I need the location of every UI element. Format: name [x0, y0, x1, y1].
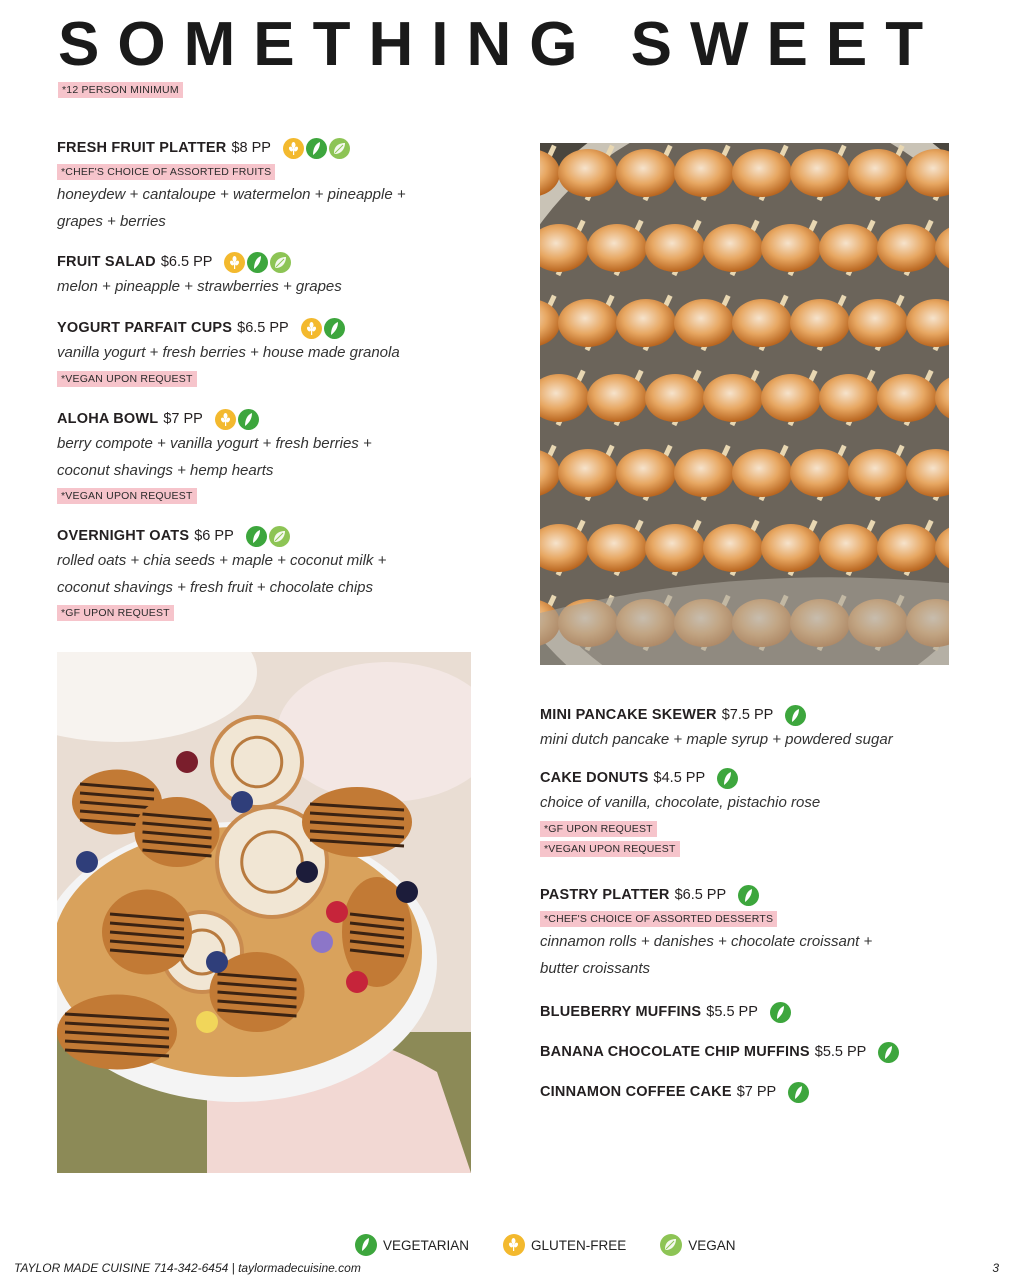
vegetarian-icon — [247, 252, 268, 273]
item-price: $6.5 PP — [237, 320, 289, 336]
vegetarian-icon — [246, 526, 267, 547]
menu-item-overnight-oats — [57, 524, 497, 623]
item-note: *GF UPON REQUEST — [57, 605, 174, 621]
item-note: *VEGAN UPON REQUEST — [57, 371, 197, 387]
item-name: FRESH FRUIT PLATTER — [57, 140, 227, 156]
diet-icons — [283, 138, 350, 159]
mini-pancake — [761, 224, 821, 272]
berry — [396, 881, 418, 903]
diet-icons — [738, 885, 759, 906]
mini-pancake — [558, 299, 618, 347]
berry — [206, 951, 228, 973]
vegetarian-icon — [738, 885, 759, 906]
mini-pancake — [645, 224, 705, 272]
pancake-skewers-photo — [540, 143, 949, 665]
item-name: YOGURT PARFAIT CUPS — [57, 320, 233, 336]
vegetarian-icon — [306, 138, 327, 159]
legend-gluten-free — [503, 1234, 626, 1256]
item-note: *VEGAN UPON REQUEST — [540, 841, 680, 857]
item-price: $7 PP — [736, 1084, 777, 1100]
vegan-icon — [660, 1234, 682, 1256]
diet-icons — [224, 252, 291, 273]
item-description: coconut shavings + fresh fruit + chocolate chips — [57, 578, 374, 596]
menu-item-blueberry-muffins — [540, 1000, 980, 1024]
item-name: ALOHA BOWL — [57, 411, 159, 427]
pastry-platter-photo — [57, 652, 471, 1173]
item-price: $8 PP — [231, 140, 271, 156]
mini-pancake — [587, 374, 647, 422]
legend-vegan — [660, 1234, 735, 1256]
menu-item-fruit-salad — [57, 250, 497, 301]
mini-pancake — [616, 149, 676, 197]
footer-contact: TAYLOR MADE CUISINE 714-342-6454 | taylormadecuisine.com — [14, 1261, 361, 1275]
berry — [196, 1011, 218, 1033]
vegetarian-icon — [785, 705, 806, 726]
item-heading — [57, 250, 497, 274]
mini-pancake — [703, 374, 763, 422]
berry — [326, 901, 348, 923]
item-price: $5.5 PP — [814, 1044, 867, 1060]
item-heading — [540, 1040, 980, 1064]
diet-legend — [355, 1234, 770, 1256]
menu-item-yogurt-parfait-cups — [57, 316, 497, 389]
item-heading — [540, 766, 980, 790]
item-note: *VEGAN UPON REQUEST — [57, 488, 197, 504]
item-name: MINI PANCAKE SKEWER — [540, 707, 717, 723]
pastry-illustration — [57, 652, 471, 1173]
menu-item-pastry-platter — [540, 883, 980, 982]
menu-item-cake-donuts — [540, 766, 980, 859]
vegetarian-icon — [788, 1082, 809, 1103]
mini-pancake — [761, 524, 821, 572]
berry — [231, 791, 253, 813]
mini-pancake — [877, 524, 937, 572]
legend-vegetarian — [355, 1234, 469, 1256]
mini-pancake — [674, 449, 734, 497]
legend-label: GLUTEN-FREE — [531, 1237, 627, 1253]
mini-pancake — [616, 449, 676, 497]
vegetarian-icon — [770, 1002, 791, 1023]
item-name: CAKE DONUTS — [540, 770, 649, 786]
mini-pancake — [819, 524, 879, 572]
item-price: $7 PP — [163, 411, 203, 427]
pancake-skewers-illustration — [540, 143, 949, 665]
vegan-icon — [270, 252, 291, 273]
mini-pancake — [848, 149, 908, 197]
item-description: choice of vanilla, chocolate, pistachio rose — [540, 794, 821, 811]
mini-pancake — [877, 224, 937, 272]
diet-icons — [770, 1002, 791, 1023]
page-number: 3 — [992, 1261, 999, 1275]
item-heading — [540, 1000, 980, 1024]
item-heading — [540, 703, 980, 727]
berry — [76, 851, 98, 873]
vegan-icon — [329, 138, 350, 159]
item-price: $6.5 PP — [674, 887, 727, 903]
item-name: CINNAMON COFFEE CAKE — [540, 1084, 732, 1100]
diet-icons — [788, 1082, 809, 1103]
item-description: rolled oats + chia seeds + maple + coconut milk + — [57, 552, 387, 569]
vegetarian-icon — [878, 1042, 899, 1063]
mini-pancake — [790, 299, 850, 347]
mini-pancake — [703, 224, 763, 272]
mini-pancake — [674, 149, 734, 197]
item-description: honeydew + cantaloupe + watermelon + pineapple + — [57, 186, 406, 203]
vegetarian-icon — [324, 318, 345, 339]
berry — [176, 751, 198, 773]
mini-pancake — [848, 299, 908, 347]
item-price: $5.5 PP — [706, 1004, 758, 1020]
item-description: cinnamon rolls + danishes + chocolate croissant + — [540, 933, 873, 950]
item-description: mini dutch pancake + maple syrup + powdered sugar — [540, 731, 893, 748]
item-heading — [57, 524, 497, 548]
mini-pancake — [587, 524, 647, 572]
item-note: *CHEF'S CHOICE OF ASSORTED FRUITS — [57, 164, 275, 180]
diet-icons — [301, 318, 345, 339]
menu-item-aloha-bowl — [57, 407, 497, 506]
diet-icons — [717, 768, 738, 789]
gluten-free-icon — [301, 318, 322, 339]
diet-icons — [246, 526, 290, 547]
item-price: $4.5 PP — [653, 770, 706, 786]
mini-pancake — [761, 374, 821, 422]
berry — [311, 931, 333, 953]
vegetarian-icon — [717, 768, 738, 789]
item-description: vanilla yogurt + fresh berries + house made granola — [57, 344, 400, 361]
item-name: BLUEBERRY MUFFINS — [540, 1004, 702, 1020]
cinnamon-roll — [212, 717, 302, 807]
vegetarian-icon — [238, 409, 259, 430]
mini-pancake — [616, 299, 676, 347]
mini-pancake — [848, 449, 908, 497]
gluten-free-icon — [503, 1234, 525, 1256]
minimum-note: *12 PERSON MINIMUM — [58, 82, 183, 98]
item-heading — [57, 407, 497, 431]
gluten-free-icon — [224, 252, 245, 273]
diet-icons — [215, 409, 259, 430]
item-heading — [540, 883, 980, 907]
menu-item-banana-chocolate-chip-muffins — [540, 1040, 980, 1064]
mini-pancake — [732, 449, 792, 497]
item-heading — [540, 1080, 980, 1104]
menu-item-cinnamon-coffee-cake — [540, 1080, 980, 1104]
item-note: *CHEF'S CHOICE OF ASSORTED DESSERTS — [540, 911, 777, 927]
mini-pancake — [703, 524, 763, 572]
item-description: butter croissants — [540, 959, 651, 977]
vegetarian-icon — [355, 1234, 377, 1256]
item-description: grapes + berries — [57, 212, 166, 230]
mini-pancake — [790, 149, 850, 197]
item-note: *GF UPON REQUEST — [540, 821, 657, 837]
berry — [346, 971, 368, 993]
mini-pancake — [790, 449, 850, 497]
gluten-free-icon — [215, 409, 236, 430]
item-price: $6.5 PP — [160, 254, 213, 270]
item-description: melon + pineapple + strawberries + grapes — [57, 278, 342, 295]
item-description: berry compote + vanilla yogurt + fresh berries + — [57, 435, 372, 452]
mini-pancake — [819, 374, 879, 422]
mini-pancake — [819, 224, 879, 272]
mini-pancake — [674, 299, 734, 347]
mini-pancake — [587, 224, 647, 272]
item-description: coconut shavings + hemp hearts — [57, 461, 274, 479]
item-price: $7.5 PP — [721, 707, 774, 723]
item-name: PASTRY PLATTER — [540, 887, 670, 903]
diet-icons — [878, 1042, 899, 1063]
berry — [296, 861, 318, 883]
menu-item-mini-pancake-skewer — [540, 703, 980, 754]
mini-pancake — [558, 449, 618, 497]
item-name: OVERNIGHT OATS — [57, 528, 190, 544]
mini-pancake — [645, 374, 705, 422]
mini-pancake — [877, 374, 937, 422]
mini-pancake — [732, 299, 792, 347]
menu-item-fresh-fruit-platter — [57, 136, 497, 235]
page-title: SOMETHING SWEET — [58, 10, 942, 79]
vegan-icon — [269, 526, 290, 547]
mini-pancake — [558, 149, 618, 197]
item-name: BANANA CHOCOLATE CHIP MUFFINS — [540, 1044, 810, 1060]
diet-icons — [785, 705, 806, 726]
mini-pancake — [645, 524, 705, 572]
item-name: FRUIT SALAD — [57, 254, 156, 270]
item-heading — [57, 136, 497, 160]
mini-pancake — [732, 149, 792, 197]
item-price: $6 PP — [194, 528, 234, 544]
legend-label: VEGAN — [688, 1237, 736, 1253]
legend-label: VEGETARIAN — [383, 1237, 470, 1253]
gluten-free-icon — [283, 138, 304, 159]
item-heading — [57, 316, 497, 340]
